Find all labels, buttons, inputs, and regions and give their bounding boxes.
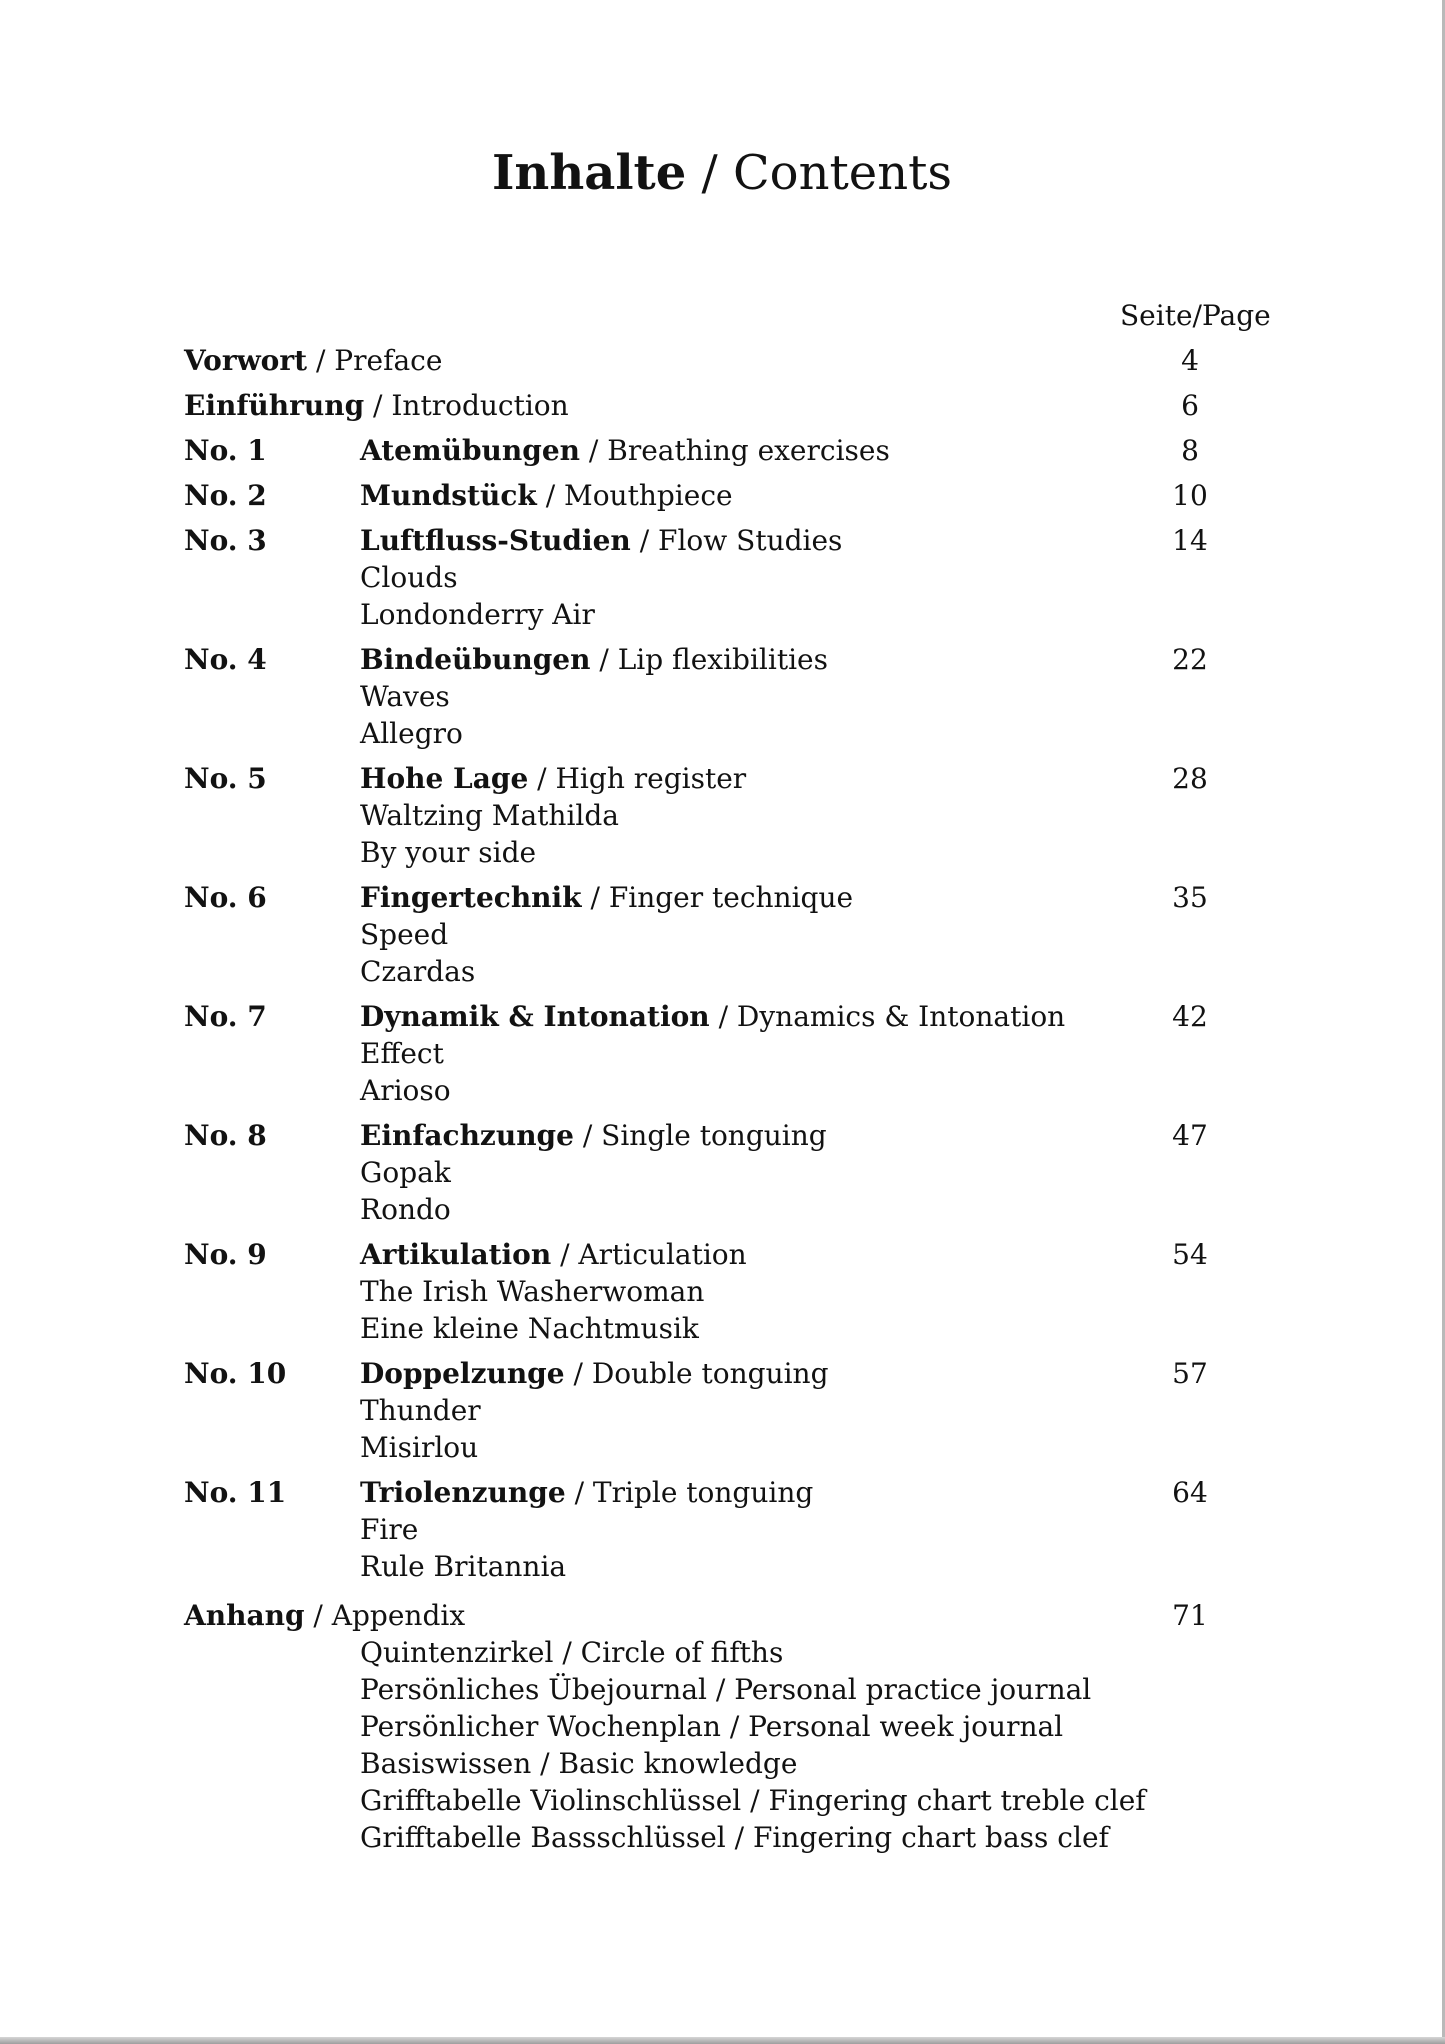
toc-entry-title-de: Bindeübungen bbox=[360, 643, 591, 677]
toc-subentry bbox=[184, 1819, 1260, 1856]
toc-entry-title-en: / Breathing exercises bbox=[580, 434, 890, 468]
toc-subentry bbox=[184, 1035, 1260, 1072]
toc-header-row bbox=[184, 297, 1271, 334]
toc-subentry bbox=[184, 559, 1260, 596]
toc-entry-page: 54 bbox=[1172, 1238, 1208, 1272]
toc-subentry bbox=[184, 1429, 1260, 1466]
toc-subentry-label: Grifftabelle Violinschlüssel / Fingering chart treble clef bbox=[360, 1784, 1146, 1818]
toc-subentry-label: By your side bbox=[360, 836, 537, 870]
toc-entry-title bbox=[360, 432, 1120, 469]
toc-subentry-label: Waves bbox=[360, 680, 450, 714]
toc-subentry-label: Rule Britannia bbox=[360, 1550, 567, 1584]
toc-entry-title-de: Fingertechnik bbox=[360, 881, 582, 915]
toc-entry-page: 28 bbox=[1172, 762, 1208, 796]
toc-subentry-label: Persönliches Übejournal / Personal practice journal bbox=[360, 1673, 1092, 1707]
toc-entry-no1 bbox=[184, 432, 1260, 469]
page-title bbox=[184, 146, 1260, 201]
toc-entry-title-de: Mundstück bbox=[360, 479, 537, 513]
toc-entry-title bbox=[360, 879, 1120, 916]
toc-entry-title-en: / Mouthpiece bbox=[536, 479, 733, 513]
toc-subentry-label: Quintenzirkel / Circle of fifths bbox=[360, 1636, 784, 1670]
toc-entry-no10 bbox=[184, 1355, 1260, 1392]
toc-subentry-label: Rondo bbox=[360, 1193, 451, 1227]
toc-entry-number: No. 1 bbox=[184, 434, 267, 468]
toc-subentry-label: Allegro bbox=[360, 717, 463, 751]
page-bottom-edge bbox=[0, 2037, 1445, 2044]
toc-entry-no4 bbox=[184, 641, 1260, 678]
toc-entry-number: No. 3 bbox=[184, 524, 267, 558]
toc-entry-title-de: Einfachzunge bbox=[360, 1119, 574, 1153]
toc-subentry bbox=[184, 953, 1260, 990]
toc-entry-no8 bbox=[184, 1117, 1260, 1154]
toc-subentry-label: Arioso bbox=[360, 1074, 451, 1108]
toc-subentry bbox=[184, 1745, 1260, 1782]
toc-entry-title bbox=[184, 1597, 1120, 1634]
toc-entry-title-en: / Lip flexibilities bbox=[590, 643, 828, 677]
toc-subentry bbox=[184, 715, 1260, 752]
toc-entry-title bbox=[184, 387, 1120, 424]
toc-subentry-label: Gopak bbox=[360, 1156, 451, 1190]
toc-entry-title bbox=[360, 760, 1120, 797]
toc-entry-page: 10 bbox=[1172, 479, 1208, 513]
toc-entry-title-en: / Dynamics & Intonation bbox=[709, 1000, 1066, 1034]
toc-entry-number: No. 11 bbox=[184, 1476, 287, 1510]
toc-entry-page: 6 bbox=[1181, 389, 1199, 423]
toc-subentry-label: Waltzing Mathilda bbox=[360, 799, 619, 833]
toc-subentry bbox=[184, 1671, 1260, 1708]
toc-entry-title-de: Anhang bbox=[184, 1599, 305, 1633]
page-title-en: / Contents bbox=[686, 145, 953, 201]
toc-entry-title bbox=[184, 342, 1120, 379]
toc-entry-title-de: Artikulation bbox=[360, 1238, 552, 1272]
toc-subentry bbox=[184, 1708, 1260, 1745]
toc-entry-vorwort bbox=[184, 342, 1260, 379]
toc-entry-title-en: / Double tonguing bbox=[564, 1357, 829, 1391]
toc-subentry-label: Speed bbox=[360, 918, 449, 952]
toc-subentry bbox=[184, 916, 1260, 953]
toc-subentry-label: Misirlou bbox=[360, 1431, 479, 1465]
toc-subentry-label: Londonderry Air bbox=[360, 598, 595, 632]
toc-entry-title-de: Vorwort bbox=[184, 344, 308, 378]
toc-entry-title-en: / Articulation bbox=[551, 1238, 747, 1272]
toc-entry-no11 bbox=[184, 1474, 1260, 1511]
toc-entry-title-en: / Flow Studies bbox=[630, 524, 843, 558]
toc-subentry-label: Grifftabelle Bassschlüssel / Fingering chart bass clef bbox=[360, 1821, 1109, 1855]
toc-subentry-label: Thunder bbox=[360, 1394, 481, 1428]
toc-entry-title-en: / Introduction bbox=[364, 389, 569, 423]
toc-entry-page: 64 bbox=[1172, 1476, 1208, 1510]
toc-entry-page: 71 bbox=[1172, 1599, 1208, 1633]
toc-entry-einfuehrung bbox=[184, 387, 1260, 424]
toc-entry-title bbox=[360, 477, 1120, 514]
toc-entry-no5 bbox=[184, 760, 1260, 797]
toc-entry-title bbox=[360, 641, 1120, 678]
toc-entry-title-en: / Appendix bbox=[304, 1599, 466, 1633]
toc-subentry bbox=[184, 1392, 1260, 1429]
toc-entry-anhang bbox=[184, 1597, 1260, 1634]
toc-subentry-label: The Irish Washerwoman bbox=[360, 1275, 705, 1309]
toc-entry-no6 bbox=[184, 879, 1260, 916]
toc-subentry bbox=[184, 1191, 1260, 1228]
toc-entry-title-de: Einführung bbox=[184, 389, 365, 423]
toc-entry-title bbox=[360, 1355, 1120, 1392]
toc-entry-title-de: Dynamik & Intonation bbox=[360, 1000, 710, 1034]
toc-entry-number: No. 5 bbox=[184, 762, 267, 796]
toc-subentry bbox=[184, 1511, 1260, 1548]
toc-subentry bbox=[184, 1154, 1260, 1191]
toc-entry-title-en: / High register bbox=[528, 762, 747, 796]
toc-subentry bbox=[184, 1273, 1260, 1310]
toc-entry-title-en: / Preface bbox=[307, 344, 443, 378]
toc-entry-title bbox=[360, 1236, 1120, 1273]
page-column-header: Seite/Page bbox=[1120, 299, 1271, 333]
toc-entry-page: 42 bbox=[1172, 1000, 1208, 1034]
table-of-contents bbox=[184, 297, 1271, 1856]
toc-subentry bbox=[184, 1782, 1260, 1819]
toc-subentry-label: Fire bbox=[360, 1513, 419, 1547]
toc-entry-title bbox=[360, 522, 1120, 559]
toc-entry-number: No. 6 bbox=[184, 881, 267, 915]
toc-subentry bbox=[184, 797, 1260, 834]
toc-entry-title-en: / Triple tonguing bbox=[565, 1476, 814, 1510]
toc-entry-no3 bbox=[184, 522, 1260, 559]
toc-entry-title-de: Doppelzunge bbox=[360, 1357, 565, 1391]
toc-subentry-label: Eine kleine Nachtmusik bbox=[360, 1312, 699, 1346]
toc-entry-title bbox=[360, 998, 1120, 1035]
toc-entry-page: 35 bbox=[1172, 881, 1208, 915]
page-content bbox=[184, 0, 1271, 1856]
toc-entry-number: No. 8 bbox=[184, 1119, 267, 1153]
toc-subentry bbox=[184, 1634, 1260, 1671]
toc-entry-title-de: Atemübungen bbox=[360, 434, 581, 468]
toc-entry-page: 8 bbox=[1181, 434, 1199, 468]
toc-entry-title bbox=[360, 1474, 1120, 1511]
toc-entry-no2 bbox=[184, 477, 1260, 514]
toc-subentry-label: Effect bbox=[360, 1037, 444, 1071]
toc-entry-title-de: Hohe Lage bbox=[360, 762, 529, 796]
toc-entry-no9 bbox=[184, 1236, 1260, 1273]
page-title-de: Inhalte bbox=[491, 145, 687, 201]
toc-entry-page: 57 bbox=[1172, 1357, 1208, 1391]
toc-entry-page: 22 bbox=[1172, 643, 1208, 677]
toc-subentry bbox=[184, 1310, 1260, 1347]
toc-entry-title-de: Luftfluss-Studien bbox=[360, 524, 631, 558]
toc-subentry-label: Czardas bbox=[360, 955, 476, 989]
toc-entry-page: 47 bbox=[1172, 1119, 1208, 1153]
toc-subentry-label: Basiswissen / Basic knowledge bbox=[360, 1747, 798, 1781]
toc-entry-page: 4 bbox=[1181, 344, 1199, 378]
toc-subentry bbox=[184, 596, 1260, 633]
toc-entry-no7 bbox=[184, 998, 1260, 1035]
toc-subentry bbox=[184, 678, 1260, 715]
toc-subentry-label: Clouds bbox=[360, 561, 458, 595]
toc-subentry bbox=[184, 1072, 1260, 1109]
toc-entry-number: No. 4 bbox=[184, 643, 267, 677]
toc-entry-number: No. 10 bbox=[184, 1357, 287, 1391]
toc-subentry bbox=[184, 1548, 1260, 1585]
toc-entry-number: No. 9 bbox=[184, 1238, 267, 1272]
toc-entry-title-en: / Single tonguing bbox=[573, 1119, 827, 1153]
toc-entry-number: No. 7 bbox=[184, 1000, 267, 1034]
toc-entry-page: 14 bbox=[1172, 524, 1208, 558]
toc-subentry bbox=[184, 834, 1260, 871]
toc-subentry-label: Persönlicher Wochenplan / Personal week journal bbox=[360, 1710, 1064, 1744]
toc-entry-title-de: Triolenzunge bbox=[360, 1476, 566, 1510]
toc-entry-number: No. 2 bbox=[184, 479, 267, 513]
toc-entry-title-en: / Finger technique bbox=[581, 881, 854, 915]
toc-entry-title bbox=[360, 1117, 1120, 1154]
